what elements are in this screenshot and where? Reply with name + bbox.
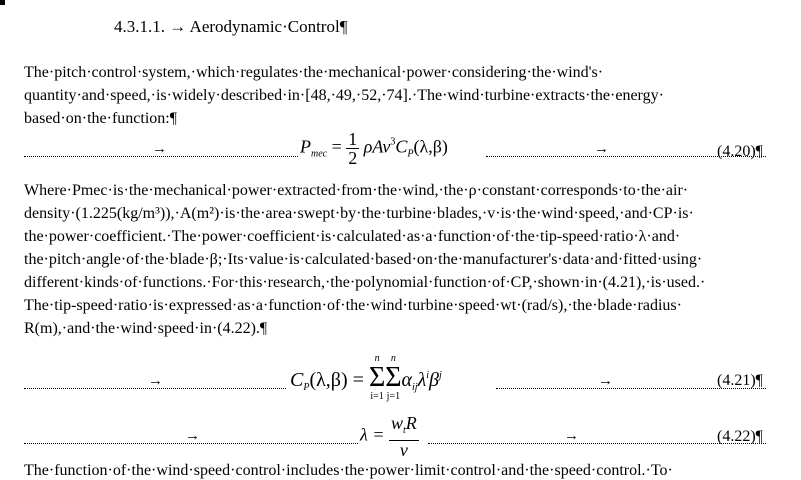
- summation-j: n Σ j=1: [385, 353, 402, 402]
- paragraph-line: The·function·of·the·wind·speed·control·includes·the·power·limit·control·and·the·speed·control.·To·: [24, 462, 673, 479]
- equation-body: $C_P(\lambda,\beta)$ = n Σ i=1 n Σ j=1 $\alpha_{ij}\lambda^i\beta^j$: [290, 353, 442, 402]
- fraction: $\frac{w_tR}{v}$: [390, 413, 417, 460]
- tab-leader: [428, 443, 766, 444]
- tab-arrow-icon: →: [564, 428, 579, 444]
- equation-number: (4.20)¶: [717, 143, 763, 160]
- equation-number: (4.22)¶: [717, 428, 763, 445]
- paragraph-line: based·on·the·function:¶: [24, 110, 177, 127]
- tab-arrow-icon: →: [598, 373, 613, 389]
- equation-body: $P_{mec}$ = $\frac{1}{2}$ $\rho Av^3C_P(\lambda,\beta)$: [300, 129, 448, 168]
- tab-arrow-icon: →: [594, 141, 609, 157]
- paragraph-line: Where·Pmec·is·the·mechanical·power·extracted·from·the·wind,·the·ρ·constant·corresponds·to·the·air·: [24, 182, 689, 199]
- paragraph-line: quantity·and·speed,·is·widely·described·in·[48,·49,·52,·74].·The·wind·turbine·extracts·the·energy·: [24, 87, 664, 104]
- equation-number: (4.21)¶: [717, 372, 763, 389]
- paragraph-line: the·pitch·angle·of·the·blade·β;·Its·value·is·calculated·based·on·the·manufacturer's·data·and·fitted·using·: [24, 251, 703, 268]
- paragraph-line: R(m),·and·the·wind·speed·in·(4.22).¶: [24, 320, 268, 337]
- paragraph-line: The·pitch·control·system,·which·regulates·the·mechanical·power·considering·the·wind's·: [24, 64, 604, 81]
- tab-arrow-icon: →: [152, 141, 167, 157]
- tab-arrow-icon: →: [148, 373, 163, 389]
- paragraph-line: density·(1.225(kg/m³)),·A(m²)·is·the·area·swept·by·the·turbine·blades,·v·is·the·wind·speed,·and·CP·is·: [24, 205, 694, 222]
- summation-i: n Σ i=1: [368, 353, 386, 402]
- section-heading: 4.3.1.1. → Aerodynamic·Control¶: [114, 17, 348, 36]
- paragraph-line: The·tip-speed·ratio·is·expressed·as·a·function·of·the·wind·turbine·speed·wt·(rad/s),·the·blade·radius·: [24, 297, 682, 314]
- tab-arrow-icon: →: [185, 428, 200, 444]
- paragraph-line: different·kinds·of·functions.·For·this·research,·the·polynomial·function·of·CP,·shown·in·(4.21),·is·used.·: [24, 274, 706, 291]
- paragraph-line: the·power·coefficient.·The·power·coefficient·is·calculated·as·a·function·of·the·tip-speed·ratio·λ·and·: [24, 228, 681, 245]
- list-bullet: [0, 0, 5, 5]
- equation-body: λ = $\frac{w_tR}{v}$: [360, 413, 417, 460]
- fraction: $\frac{1}{2}$: [348, 129, 358, 168]
